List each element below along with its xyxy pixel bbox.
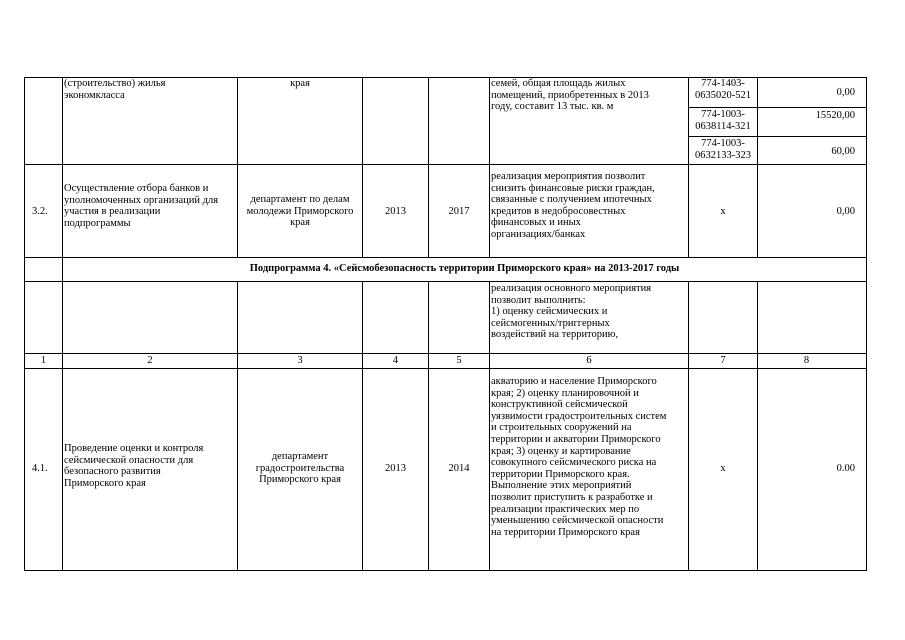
subprogram-title: Подпрограмма 4. «Сейсмобезопасность территории Приморского края» на 2013-2017 годы <box>249 263 680 274</box>
table-border <box>24 353 867 354</box>
table-border <box>688 77 689 258</box>
expected-result: акваторию и население Приморского края; 2) оценку планировочной и конструктивной сейсмической уязвимости градостроительных систем и строительных сооружений на территории и акватории Приморского края; 3) оценку и картирование совокупного сейсмического риска на территории Приморского края. Выполнение этих мероприятий позволит приступить к разработке и реализации практических мер по уменьшению сейсмической опасности на территории Приморского края <box>491 376 667 538</box>
table-border <box>428 77 429 258</box>
column-number: 1 <box>40 355 47 366</box>
table-border <box>489 281 490 571</box>
executor: департамент по делам молодежи Приморского края <box>246 194 354 229</box>
start-year: 2013 <box>385 206 406 217</box>
column-number: 7 <box>720 355 726 366</box>
table-border <box>688 107 867 108</box>
measure-name-continued: (строительство) жилья экономкласса <box>64 78 166 101</box>
funding-amount: 0,00 <box>836 87 855 98</box>
table-border <box>866 77 867 571</box>
result-continued: семей, общая площадь жилых помещений, приобретенных в 2013 году, составит 13 тыс. кв. м <box>491 78 649 113</box>
measure-name: Проведение оценки и контроля сейсмической опасности для безопасного развития Приморского края <box>64 443 204 489</box>
expected-result-part: реализация основного мероприятия позволит выполнить: 1) оценку сейсмических и сейсмогенных/триггерных воздействий на территорию, <box>491 283 652 341</box>
table-border <box>24 77 25 571</box>
table-border <box>362 77 363 258</box>
table-border <box>428 281 429 571</box>
table-border <box>757 281 758 571</box>
budget-code: 774-1403- 0635020-521 <box>695 78 751 101</box>
row-number: 3.2. <box>32 206 48 217</box>
funding-amount: 60,00 <box>831 146 855 157</box>
column-number: 6 <box>586 355 592 366</box>
executor-continued: края <box>290 78 310 89</box>
table-border <box>489 77 490 258</box>
table-border <box>237 77 238 258</box>
end-year: 2014 <box>448 463 470 474</box>
table-border <box>62 281 63 571</box>
column-number: 8 <box>803 355 810 366</box>
funding-amount: 15520,00 <box>815 110 855 121</box>
executor: департамент градостроительства Приморского края <box>255 451 345 486</box>
budget-code: х <box>720 206 726 217</box>
table-border <box>24 257 867 258</box>
table-border <box>62 77 63 258</box>
table-border <box>24 570 867 571</box>
row-number: 4.1. <box>32 463 48 474</box>
table-border <box>688 136 867 137</box>
measure-name: Осуществление отбора банков и уполномоченных организаций для участия в реализации подпрограммы <box>64 183 219 229</box>
funding-amount: 0,00 <box>836 206 855 217</box>
column-number: 2 <box>147 355 153 366</box>
table-border <box>757 77 758 258</box>
table-border <box>24 368 867 369</box>
table-border <box>362 281 363 571</box>
funding-amount: 0.00 <box>836 463 855 474</box>
column-number: 4 <box>392 355 399 366</box>
budget-code: 774-1003- 0632133-323 <box>695 138 751 161</box>
table-border <box>237 281 238 571</box>
table-border <box>688 281 689 571</box>
budget-code: 774-1003- 0638114-321 <box>695 109 751 132</box>
budget-code: х <box>720 463 726 474</box>
column-number: 3 <box>297 355 303 366</box>
table-border <box>24 164 867 165</box>
expected-result: реализация мероприятия позволит снизить финансовые риски граждан, связанные с получением ипотечных кредитов в недобросовестных финансовых и иных организациях/банках <box>491 171 655 240</box>
table-border <box>24 281 867 282</box>
end-year: 2017 <box>448 206 470 217</box>
start-year: 2013 <box>385 463 406 474</box>
column-number: 5 <box>456 355 462 366</box>
